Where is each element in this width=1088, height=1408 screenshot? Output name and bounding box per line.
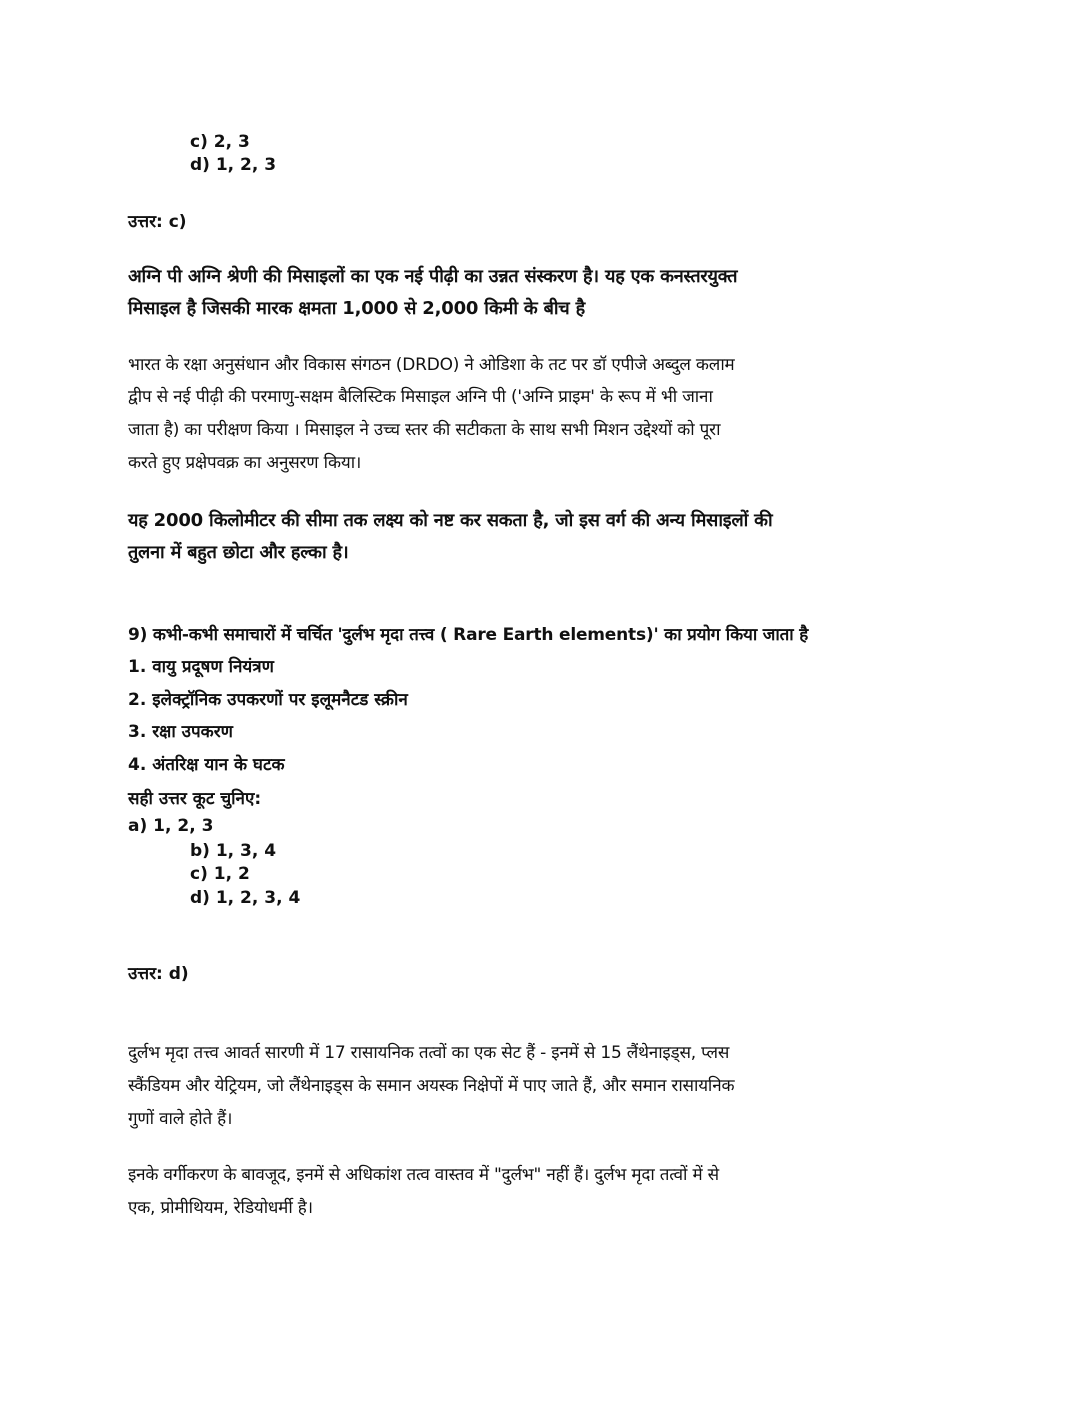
paragraph-line: भारत के रक्षा अनुसंधान और विकास संगठन (DRDO) ने ओडिशा के तट पर डॉ एपीजे अब्दुल कलाम bbox=[128, 355, 735, 375]
answer-label: उत्तर: c) bbox=[128, 212, 187, 232]
explanation-bold-line: मिसाइल है जिसकी मारक क्षमता 1,000 से 2,000 किमी के बीच है bbox=[128, 298, 585, 319]
option-d: d) 1, 2, 3, 4 bbox=[190, 888, 301, 908]
question-item: 4. अंतरिक्ष यान के घटक bbox=[128, 755, 285, 775]
paragraph-line: दुर्लभ मृदा तत्त्व आवर्त सारणी में 17 रासायनिक तत्वों का एक सेट हैं - इनमें से 15 लैंथेनाइड्स, प्लस bbox=[128, 1043, 730, 1063]
explanation-bold-line: अग्नि पी अग्नि श्रेणी की मिसाइलों का एक नई पीढ़ी का उन्नत संस्करण है। यह एक कनस्तरयुक्त bbox=[128, 266, 738, 287]
answer-prompt: सही उत्तर कूट चुनिए: bbox=[128, 789, 262, 809]
answer-label: उत्तर: d) bbox=[128, 964, 189, 984]
explanation-bold-line: तुलना में बहुत छोटा और हल्का है। bbox=[128, 542, 349, 563]
option-b: b) 1, 3, 4 bbox=[190, 841, 277, 861]
paragraph-line: स्कैंडियम और येट्रियम, जो लैंथेनाइड्स के समान अयस्क निक्षेपों में पाए जाते हैं, और समान रासायनिक bbox=[128, 1076, 735, 1096]
option-d: d) 1, 2, 3 bbox=[190, 155, 277, 175]
paragraph-line: द्वीप से नई पीढ़ी की परमाणु-सक्षम बैलिस्टिक मिसाइल अग्नि पी ('अग्नि प्राइम' के रूप में भी जाना bbox=[128, 387, 713, 407]
question-item: 3. रक्षा उपकरण bbox=[128, 722, 233, 742]
paragraph-line: करते हुए प्रक्षेपवक्र का अनुसरण किया। bbox=[128, 453, 362, 473]
paragraph-line: जाता है) का परीक्षण किया । मिसाइल ने उच्च स्तर की सटीकता के साथ सभी मिशन उद्देश्यों को पूरा bbox=[128, 420, 721, 440]
paragraph-line: एक, प्रोमीथियम, रेडियोधर्मी है। bbox=[128, 1198, 313, 1218]
explanation-bold-line: यह 2000 किलोमीटर की सीमा तक लक्ष्य को नष्ट कर सकता है, जो इस वर्ग की अन्य मिसाइलों की bbox=[128, 510, 773, 531]
paragraph-line: इनके वर्गीकरण के बावजूद, इनमें से अधिकांश तत्व वास्तव में "दुर्लभ" नहीं हैं। दुर्लभ मृदा तत्वों में से bbox=[128, 1165, 719, 1185]
question-item: 2. इलेक्ट्रॉनिक उपकरणों पर इलूमनैटड स्क्रीन bbox=[128, 690, 408, 710]
question-item: 1. वायु प्रदूषण नियंत्रण bbox=[128, 657, 274, 677]
option-c: c) 1, 2 bbox=[190, 864, 250, 884]
option-a: a) 1, 2, 3 bbox=[128, 816, 214, 836]
paragraph-line: गुणों वाले होते हैं। bbox=[128, 1109, 233, 1129]
option-c: c) 2, 3 bbox=[190, 132, 250, 152]
question-text: 9) कभी-कभी समाचारों में चर्चित 'दुर्लभ मृदा तत्त्व ( Rare Earth elements)' का प्रयोग किया जाता है bbox=[128, 625, 809, 645]
